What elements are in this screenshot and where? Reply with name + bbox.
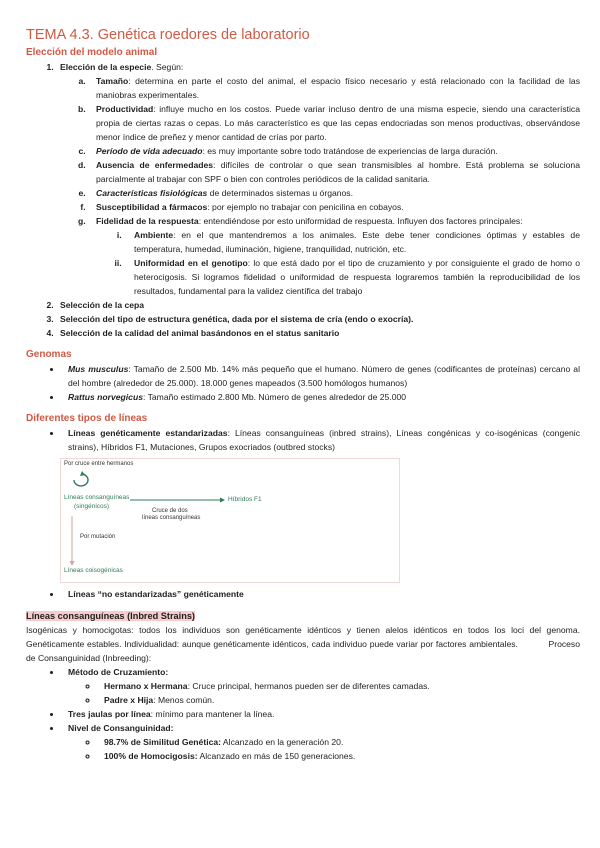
lines-list bbox=[26, 426, 580, 454]
label-singenicos: (singénicos) bbox=[74, 503, 110, 510]
label-consanguineas: Líneas consanguíneas bbox=[64, 494, 130, 501]
label-lineas-consang: líneas consanguíneas bbox=[142, 515, 201, 521]
list-item: b. Productividad: influye mucho en los costos. Puede variar incluso dentro de una misma especie, siendo una característica propia de ciertas razas o cepas. Lo más característico es que las cepas endocriadas son menos productivas, observándose menor índice de preñez y menor cantidad de crías por parto. bbox=[88, 102, 580, 144]
criteria-list bbox=[60, 74, 580, 298]
list-item: f. Susceptibilidad a fármacos: por ejemplo no trabajar con penicilina en cobayos. bbox=[88, 200, 580, 214]
main-list bbox=[26, 60, 580, 340]
page-title: TEMA 4.3. Genética roedores de laboratorio bbox=[26, 27, 310, 43]
list-item: g. Fidelidad de la respuesta: entendiéndose por esto uniformidad de respuesta. Influyen dos factores principales: i. Ambiente: en el que mantendremos a los animales. Este debe tener condiciones óptimas y estables de temperatura, humedad, iluminación, higiene, tranquilidad, nutrición, etc. ii. Uniformidad en el genotipo: lo que está dado por el tipo de cruzamiento y por consiguiente el grado de homo o heterocigosis. Si logramos fidelidad o uniformidad de respuesta lograremos también la reproducibilidad de los resultados, fundamental para la validez científica del trabajo bbox=[88, 214, 580, 298]
factors-list bbox=[96, 228, 580, 298]
list-item: • Rattus norvegicus: Tamaño estimado 2.800 Mb. Número de genes alrededor de 25.000 bbox=[62, 390, 580, 404]
list-item: 3. Selección del tipo de estructura genética, dada por el sistema de cría (endo o exocría). bbox=[56, 312, 580, 326]
label-hibridos: Híbridos F1 bbox=[228, 496, 262, 503]
section-heading-modelo: Elección del modelo animal bbox=[26, 47, 158, 58]
lines-diagram bbox=[60, 458, 400, 583]
section-heading-inbred: Líneas consanguíneas (Inbred Strains) bbox=[26, 611, 195, 621]
list-item: i. Ambiente: en el que mantendremos a los animales. Este debe tener condiciones óptimas y estables de temperatura, humedad, iluminación, higiene, tranquilidad, nutrición, etc. bbox=[124, 228, 580, 256]
inbred-list bbox=[26, 665, 580, 763]
lines-list-2 bbox=[26, 587, 580, 601]
inbred-intro: Isogénicas y homocigotas: todos los individuos son genéticamente idénticos y tienen alelos idénticos en todos los loci del genoma. Genéticamente estables. Individualidad: aunque genéticamente idénticos, cada individuo puede variar por factores ambientales. Proceso de Consanguinidad (Inbreeding): bbox=[26, 625, 580, 663]
diagram-frame bbox=[61, 459, 400, 583]
list-item: • Tres jaulas por línea: mínimo para mantener la línea. bbox=[62, 707, 580, 721]
list-item: • Líneas genéticamente estandarizadas: Líneas consanguíneas (inbred strains), Líneas congénicas y co-isogénicas (congenic strains), Híbridos F1, Mutaciones, Grupos exocriados (outbred stocks) bbox=[62, 426, 580, 454]
list-item: • Método de Cruzamiento: ◦ Hermano x Hermana: Cruce principal, hermanos pueden ser de diferentes camadas. ◦ Padre x Hija: Menos común. bbox=[62, 665, 580, 707]
list-item: • Nivel de Consanguinidad: ◦ 98.7% de Similitud Genética: Alcanzado en la generación 20. ◦ 100% de Homocigosis: Alcanzado en más de 150 generaciones. bbox=[62, 721, 580, 763]
label-mutacion: Por mutación bbox=[80, 534, 116, 540]
nivel-list bbox=[68, 735, 580, 763]
diagram-graphic bbox=[60, 458, 400, 583]
label-cruce-dos: Cruce de dos bbox=[152, 508, 188, 514]
label-coisogenicas: Líneas coisogénicas bbox=[64, 567, 123, 574]
list-item: 4. Selección de la calidad del animal basándonos en el status sanitario bbox=[56, 326, 580, 340]
list-item: 1. Elección de la especie. Según: a. Tamaño: determina en parte el costo del animal, el espacio físico necesario y está relacionado con la facilidad de las maniobras experimentales. b. Productividad: influye mucho en los costos. Puede variar incluso dentro de una misma especie, siendo una característica propia de ciertas razas o cepas. Lo más característico es que las cepas endocriadas son menos productivas, observándose menor índice de preñez y menor cantidad de crías por parto. c. Período de vida adecuado: es muy importante sobre todo tratándose de experiencias de larga duración. d. Ausencia de enfermedades: difíciles de controlar o que sean transmisibles al hombre. Está problema se soluciona parcialmente al trabajar con SPF o bien con controles periódicos de la calidad sanitaria. e. Características fisiológicas de determinados sistemas u órganos. f. Susceptibilidad a fármacos: por ejemplo no trabajar con penicilina en cobayos. g. Fidelidad de la respuesta: entendiéndose por esto uniformidad de respuesta. Influyen dos factores principales: i. Ambiente: en el que mantendremos a los animales. Este debe tener condiciones óptimas y estables de temperatura, humedad, iluminación, higiene, tranquilidad, nutrición, etc. ii. Uniformidad en el genotipo: lo que está dado por el tipo de cruzamiento y por consiguiente el grado de homo o heterocigosis. Si logramos fidelidad o uniformidad de respuesta lograremos también la reproducibilidad de los resultados, fundamental para la validez científica del trabajo bbox=[56, 60, 580, 298]
list-item: 2. Selección de la cepa bbox=[56, 298, 580, 312]
list-item: ◦ 100% de Homocigosis: Alcanzado en más de 150 generaciones. bbox=[98, 749, 580, 763]
section-heading-lineas: Diferentes tipos de líneas bbox=[26, 413, 148, 424]
genomes-list bbox=[26, 362, 580, 404]
list-item: d. Ausencia de enfermedades: difíciles de controlar o que sean transmisibles al hombre. Está problema se soluciona parcialmente al trabajar con SPF o bien con controles periódicos de la calidad sanitaria. bbox=[88, 158, 580, 186]
list-item: • Líneas “no estandarizadas” genéticamente bbox=[62, 587, 580, 601]
list-item: • Mus musculus: Tamaño de 2.500 Mb. 14% más pequeño que el humano. Número de genes (codificantes de proteínas) cercano al del hombre (alrededor de 25.000). 18.000 genes mapeados (3.500 homólogos humanos) bbox=[62, 362, 580, 390]
label-cruce-hermanos: Por cruce entre hermanos bbox=[64, 461, 134, 467]
list-item: a. Tamaño: determina en parte el costo del animal, el espacio físico necesario y está relacionado con la facilidad de las maniobras experimentales. bbox=[88, 74, 580, 102]
metodo-list bbox=[68, 679, 580, 707]
list-item: ◦ 98.7% de Similitud Genética: Alcanzado en la generación 20. bbox=[98, 735, 580, 749]
list-item: c. Período de vida adecuado: es muy importante sobre todo tratándose de experiencias de larga duración. bbox=[88, 144, 580, 158]
list-item: ii. Uniformidad en el genotipo: lo que está dado por el tipo de cruzamiento y por consiguiente el grado de homo o heterocigosis. Si logramos fidelidad o uniformidad de respuesta lograremos también la reproducibilidad de los resultados, fundamental para la validez científica del trabajo bbox=[124, 256, 580, 298]
section-heading-genomas: Genomas bbox=[26, 349, 72, 360]
list-item: e. Características fisiológicas de determinados sistemas u órganos. bbox=[88, 186, 580, 200]
list-item: ◦ Hermano x Hermana: Cruce principal, hermanos pueden ser de diferentes camadas. bbox=[98, 679, 580, 693]
list-item: ◦ Padre x Hija: Menos común. bbox=[98, 693, 580, 707]
